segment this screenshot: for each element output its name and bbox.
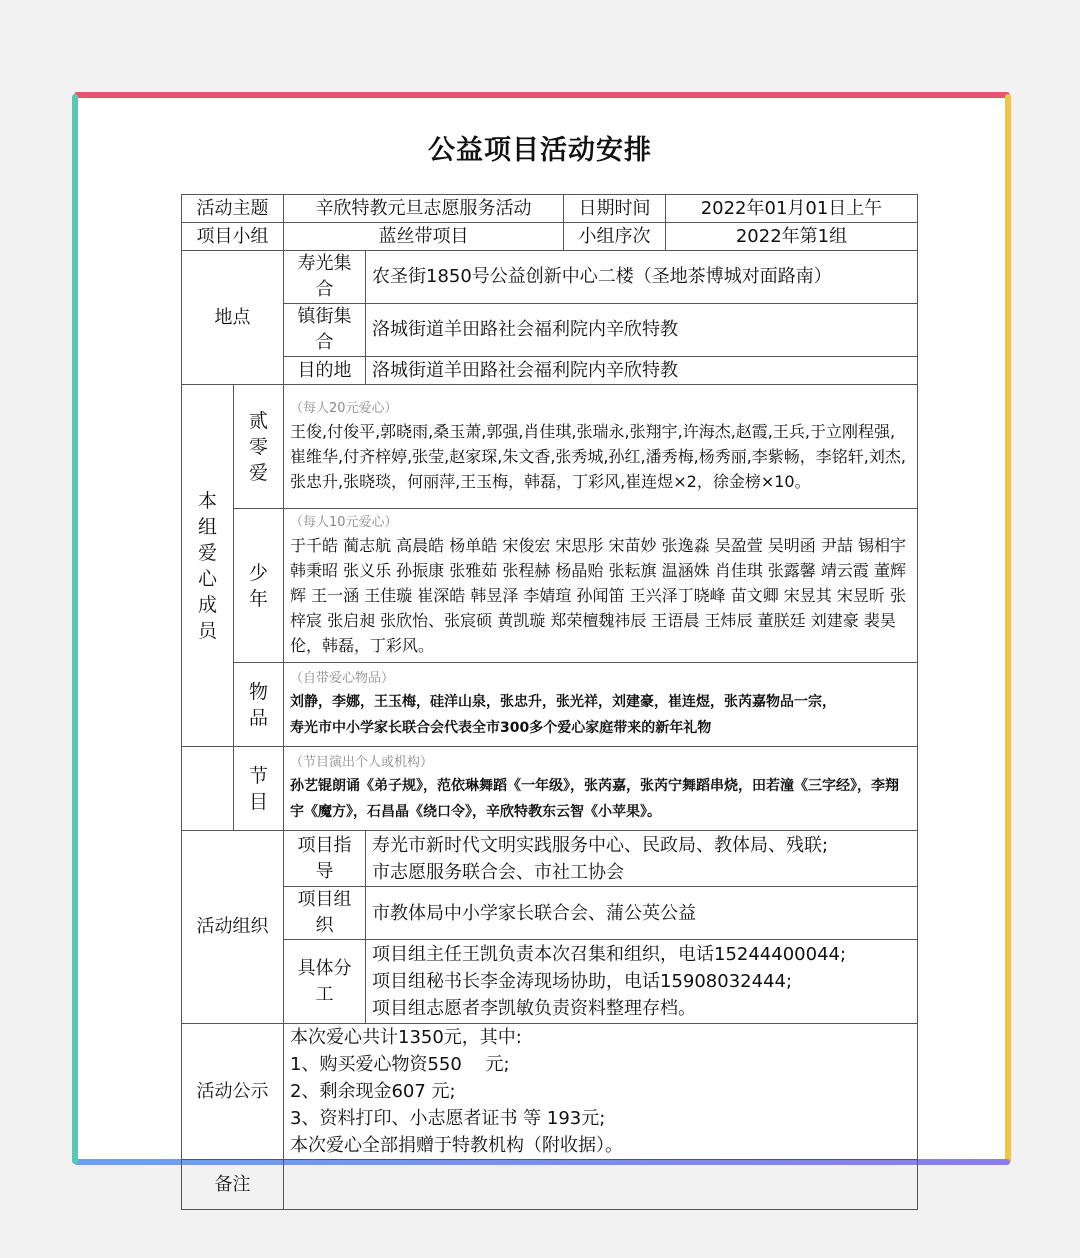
organization-label: 活动组织	[182, 831, 284, 1024]
location-row-value: 洛城街道羊田路社会福利院内辛欣特教	[366, 304, 918, 357]
table-row	[182, 223, 918, 251]
activity-table	[181, 194, 918, 1210]
page-border-left	[72, 94, 78, 1164]
group-label-programs: 节 目	[234, 747, 284, 831]
table-row	[182, 940, 918, 1024]
location-row-label: 目的地	[284, 357, 366, 385]
theme-label: 活动主题	[182, 195, 284, 223]
group-label: 项目小组	[182, 223, 284, 251]
remarks-label: 备注	[182, 1160, 284, 1210]
remarks-value	[284, 1160, 918, 1210]
group-twenty-cell	[284, 385, 918, 509]
order-value: 2022年第1组	[666, 223, 918, 251]
table-row	[182, 1160, 918, 1210]
organization-row-label: 项目组织	[284, 887, 366, 940]
members-label: 本 组 爱 心 成 员	[182, 385, 234, 747]
group-member-list: 王俊,付俊平,郭晓雨,桑玉萧,郭强,肖佳琪,张瑞永,张翔宇,许海杰,赵霞,王兵,于立刚程强,崔维华,付齐梓婷,张莹,赵家琛,朱文香,张秀城,孙红,潘秀梅,杨秀丽,李紫畅，李铭轩,刘杰,张忠升,张晓琰，何丽萍,王玉梅，韩磊，丁彩风,崔连煜×2，徐金榜×10。	[290, 422, 906, 491]
page-title: 公益项目活动安排	[428, 135, 652, 166]
theme-value: 辛欣特教元旦志愿服务活动	[284, 195, 564, 223]
table-row	[182, 357, 918, 385]
location-row-label: 镇街集合	[284, 304, 366, 357]
group-note: （每人20元爱心）	[290, 401, 398, 416]
group-youth-cell	[284, 509, 918, 663]
table-row	[182, 509, 918, 663]
group-note: （每人10元爱心）	[290, 515, 398, 530]
table-row	[182, 385, 918, 509]
publicity-label: 活动公示	[182, 1024, 284, 1160]
date-label: 日期时间	[564, 195, 666, 223]
group-note: （自带爱心物品）	[290, 670, 395, 686]
table-row	[182, 304, 918, 357]
organization-row-value: 项目组主任王凯负责本次召集和组织，电话15244400044; 项目组秘书长李金涛现场协助，电话15908032444; 项目组志愿者李凯敏负责资料整理存档。	[366, 940, 918, 1024]
organization-row-label: 具体分工	[284, 940, 366, 1024]
table-row	[182, 887, 918, 940]
organization-row-value: 寿光市新时代文明实践服务中心、民政局、教体局、残联; 市志愿服务联合会、市社工协会	[366, 831, 918, 887]
group-label-youth: 少 年	[234, 509, 284, 663]
group-value: 蓝丝带项目	[284, 223, 564, 251]
table-row	[182, 251, 918, 304]
order-label: 小组序次	[564, 223, 666, 251]
goods-family-gifts: 寿光市中小学家长联合会代表全市300多个爱心家庭带来的新年礼物	[290, 719, 712, 736]
organization-row-value: 市教体局中小学家长联合会、蒲公英公益	[366, 887, 918, 940]
group-label-goods: 物 品	[234, 663, 284, 747]
group-note: （节目演出个人或机构）	[290, 754, 434, 770]
publicity-content: 本次爱心共计1350元，其中: 1、购买爱心物资550 元; 2、剩余现金607 元; 3、资料打印、小志愿者证书 等 193元; 本次爱心全部捐赠于特教机构（附收据）。	[284, 1024, 918, 1160]
page-border-right	[1005, 94, 1011, 1164]
table-row	[182, 747, 918, 831]
program-list: 孙艺锟朗诵《弟子规》，范依琳舞蹈《一年级》，张芮嘉，张芮宁舞蹈串烧，田若潼《三字经》，李翔宇《魔方》，石昌晶《绕口令》，辛欣特教东云智《小苹果》。	[290, 777, 899, 820]
location-row-label: 寿光集合	[284, 251, 366, 304]
table-row	[182, 663, 918, 747]
date-value: 2022年01月01日上午	[666, 195, 918, 223]
table-row	[182, 831, 918, 887]
group-programs-cell	[284, 747, 918, 831]
programs-blank-cell	[182, 747, 234, 831]
location-row-value: 农圣街1850号公益创新中心二楼（圣地茶博城对面路南）	[366, 251, 918, 304]
table-row	[182, 195, 918, 223]
page-border-top	[74, 92, 1010, 98]
goods-donors: 刘静，李娜，王玉梅，硅洋山泉，张忠升，张光祥，刘建豪，崔连煜，张芮嘉物品一宗，	[290, 693, 836, 710]
group-member-list: 于千皓 蔺志航 高晨皓 杨单皓 宋俊宏 宋思彤 宋苗妙 张逸淼 吴盈萱 吴明函 尹喆 锡相宇 韩秉昭 张义乐 孙振康 张雅茹 张程赫 杨晶贻 张耘旗 温涵姝 肖佳琪 张露馨 靖云霞 董辉辉 王一涵 王佳璇 崔深皓 韩昱泽 李婧瑄 孙闻笛 王兴泽丁晓峰 苗文卿 宋昱其 宋昱昕 张梓宸 张启昶 张欣怡、张宸硕 黄凯璇 郑荣檀魏祎辰 王语晨 王炜辰 董朕廷 刘建豪 裴昊伦，韩磊，丁彩风。	[290, 536, 906, 655]
location-row-value: 洛城街道羊田路社会福利院内辛欣特教	[366, 357, 918, 385]
group-goods-cell	[284, 663, 918, 747]
group-label-twenty: 贰 零 爱	[234, 385, 284, 509]
organization-row-label: 项目指导	[284, 831, 366, 887]
table-row	[182, 1024, 918, 1160]
location-label: 地点	[182, 251, 284, 385]
